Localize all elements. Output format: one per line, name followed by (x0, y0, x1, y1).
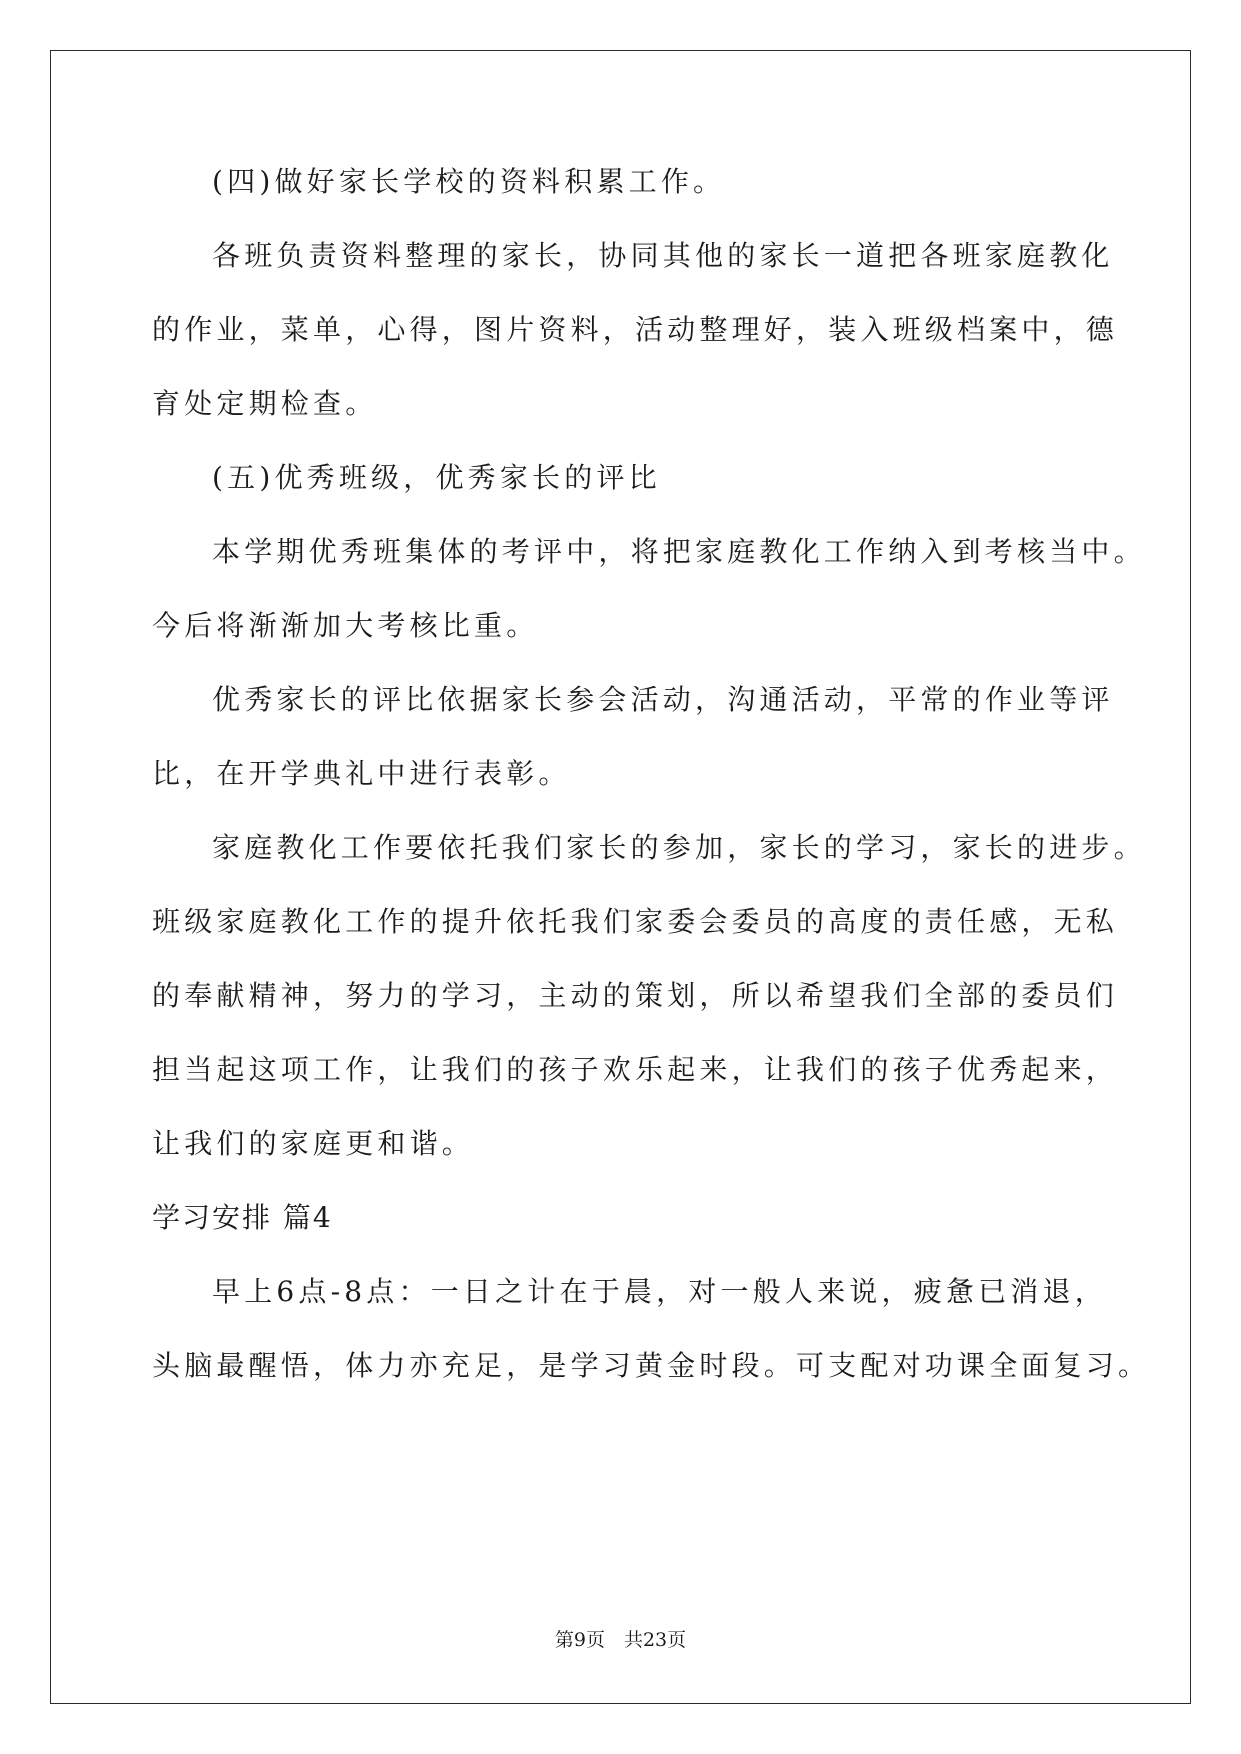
paragraph-line: 各班负责资料整理的家长，协同其他的家长一道把各班家庭教化 (212, 239, 1114, 272)
paragraph-line: 育处定期检查。 (152, 387, 378, 420)
paragraph-heading-4: (四)做好家长学校的资料积累工作。 (212, 165, 726, 198)
paragraph-line: 比，在开学典礼中进行表彰。 (152, 757, 571, 790)
section-title: 学习安排 篇4 (152, 1201, 333, 1234)
paragraph-line: 班级家庭教化工作的提升依托我们家委会委员的高度的责任感，无私 (152, 905, 1119, 938)
paragraph-line: 早上6点-8点：一日之计在于晨，对一般人来说，疲惫已消退， (212, 1275, 1107, 1308)
page-footer (0, 1628, 1241, 1652)
paragraph-line: 担当起这项工作，让我们的孩子欢乐起来，让我们的孩子优秀起来， (152, 1053, 1119, 1086)
paragraph-heading-5: (五)优秀班级，优秀家长的评比 (212, 461, 661, 494)
page-border (50, 50, 1191, 1704)
page-number: 第9页 共23页 (554, 1629, 687, 1651)
paragraph-line: 让我们的家庭更和谐。 (152, 1127, 475, 1160)
paragraph-line: 优秀家长的评比依据家长参会活动，沟通活动，平常的作业等评 (212, 683, 1114, 716)
paragraph-line: 本学期优秀班集体的考评中，将把家庭教化工作纳入到考核当中。 (212, 535, 1146, 568)
paragraph-line: 今后将渐渐加大考核比重。 (152, 609, 539, 642)
paragraph-line: 的奉献精神，努力的学习，主动的策划，所以希望我们全部的委员们 (152, 979, 1119, 1012)
paragraph-line: 头脑最醒悟，体力亦充足，是学习黄金时段。可支配对功课全面复习。 (152, 1349, 1151, 1382)
paragraph-line: 的作业，菜单，心得，图片资料，活动整理好，装入班级档案中，德 (152, 313, 1119, 346)
paragraph-line: 家庭教化工作要依托我们家长的参加，家长的学习，家长的进步。 (212, 831, 1146, 864)
